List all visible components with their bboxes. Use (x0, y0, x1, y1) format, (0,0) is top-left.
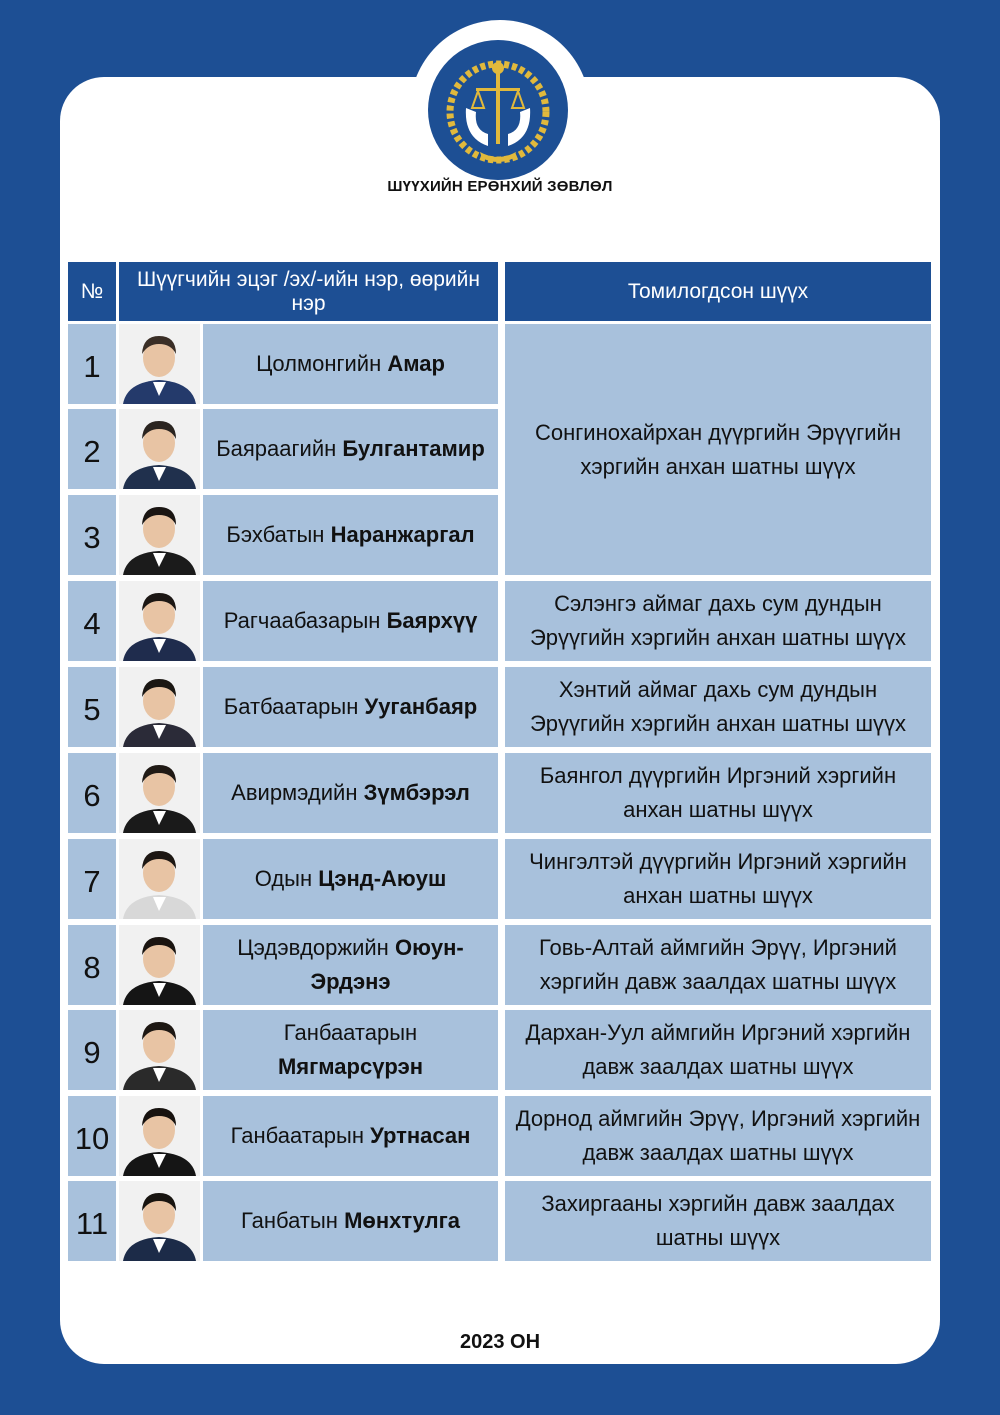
judge-name (203, 753, 498, 833)
row-number: 5 (68, 667, 116, 747)
row-number: 9 (68, 1010, 116, 1090)
judge-name (203, 667, 498, 747)
appointed-court: Дорнод аймгийн Эрүү, Иргэний хэргийн давж заалдах шатны шүүх (505, 1096, 931, 1176)
person-portrait-icon (119, 1096, 200, 1176)
judge-given-name: Мөнхтулга (344, 1208, 460, 1233)
appointed-court: Баянгол дүүргийн Иргэний хэргийн анхан шатны шүүх (505, 753, 931, 833)
judge-patronymic: Баяраагийн (216, 436, 337, 461)
judge-name (203, 324, 498, 404)
judge-given-name: Зүмбэрэл (363, 780, 470, 805)
judge-given-name: Оюун-Эрдэнэ (310, 935, 464, 994)
judge-name (203, 925, 498, 1005)
appointed-court: Хэнтий аймаг дахь сум дундын Эрүүгийн хэргийн анхан шатны шүүх (505, 667, 931, 747)
judge-name (203, 1181, 498, 1261)
appointed-court: Дархан-Уул аймгийн Иргэний хэргийн давж заалдах шатны шүүх (505, 1010, 931, 1090)
row-number: 10 (68, 1096, 116, 1176)
judicial-council-emblem-icon (426, 38, 570, 182)
person-portrait-icon (119, 324, 200, 404)
judge-given-name: Уртнасан (370, 1123, 471, 1148)
judge-patronymic: Авирмэдийн (231, 780, 358, 805)
person-portrait-icon (119, 1010, 200, 1090)
row-number: 3 (68, 495, 116, 575)
person-portrait-icon (119, 495, 200, 575)
row-number: 4 (68, 581, 116, 661)
header-appointed-court: Томилогдсон шүүх (505, 262, 931, 321)
judge-portrait (119, 1181, 200, 1261)
judge-portrait (119, 839, 200, 919)
header-judge-name: Шүүгчийн эцэг /эх/-ийн нэр, өөрийн нэр (119, 262, 498, 321)
judge-portrait (119, 753, 200, 833)
judge-portrait (119, 667, 200, 747)
organization-name: ШҮҮХИЙН ЕРӨНХИЙ ЗӨВЛӨЛ (387, 178, 613, 195)
person-portrait-icon (119, 581, 200, 661)
person-portrait-icon (119, 753, 200, 833)
judge-name (203, 495, 498, 575)
person-portrait-icon (119, 925, 200, 1005)
judge-patronymic: Батбаатарын (223, 694, 359, 719)
judge-given-name: Амар (387, 351, 445, 376)
judge-portrait (119, 495, 200, 575)
judge-given-name: Баярхүү (386, 608, 478, 633)
judge-name (203, 1010, 498, 1090)
judge-given-name: Цэнд-Аюуш (318, 866, 447, 891)
row-number: 6 (68, 753, 116, 833)
appointed-court: Говь-Алтай аймгийн Эрүү, Иргэний хэргийн давж заалдах шатны шүүх (505, 925, 931, 1005)
judge-name (203, 839, 498, 919)
row-number: 7 (68, 839, 116, 919)
row-number: 1 (68, 324, 116, 404)
judge-patronymic: Цэдэвдоржийн (237, 935, 389, 960)
person-portrait-icon (119, 839, 200, 919)
row-number: 11 (68, 1181, 116, 1261)
judge-portrait (119, 925, 200, 1005)
appointed-court: Захиргааны хэргийн давж заалдах шатны шүүх (505, 1181, 931, 1261)
judge-portrait (119, 1096, 200, 1176)
judge-patronymic: Ганбатын (240, 1208, 338, 1233)
judge-name (203, 1096, 498, 1176)
judge-name (203, 581, 498, 661)
appointed-court: Сэлэнгэ аймаг дахь сум дундын Эрүүгийн хэргийн анхан шатны шүүх (505, 581, 931, 661)
judge-patronymic: Одын (254, 866, 313, 891)
judge-given-name: Ууганбаяр (364, 694, 478, 719)
judge-name (203, 409, 498, 489)
judge-patronymic: Ганбаатарын (283, 1020, 418, 1045)
person-portrait-icon (119, 667, 200, 747)
judge-portrait (119, 1010, 200, 1090)
judge-portrait (119, 581, 200, 661)
judge-portrait (119, 324, 200, 404)
judge-given-name: Мягмарсүрэн (277, 1054, 424, 1079)
appointed-court: Чингэлтэй дүүргийн Иргэний хэргийн анхан шатны шүүх (505, 839, 931, 919)
row-number: 8 (68, 925, 116, 1005)
header-number: № (68, 262, 116, 321)
judge-given-name: Наранжаргал (330, 522, 475, 547)
judge-portrait (119, 409, 200, 489)
footer-year: 2023 ОН (459, 1331, 541, 1353)
person-portrait-icon (119, 1181, 200, 1261)
person-portrait-icon (119, 409, 200, 489)
judge-patronymic: Ганбаатарын (230, 1123, 364, 1148)
judge-patronymic: Рагчаабазарын (223, 608, 381, 633)
row-number: 2 (68, 409, 116, 489)
judge-given-name: Булгантамир (342, 436, 485, 461)
judge-patronymic: Бэхбатын (226, 522, 325, 547)
appointed-court: Сонгинохайрхан дүүргийн Эрүүгийн хэргийн анхан шатны шүүх (505, 324, 931, 575)
judge-patronymic: Цолмонгийн (256, 351, 382, 376)
